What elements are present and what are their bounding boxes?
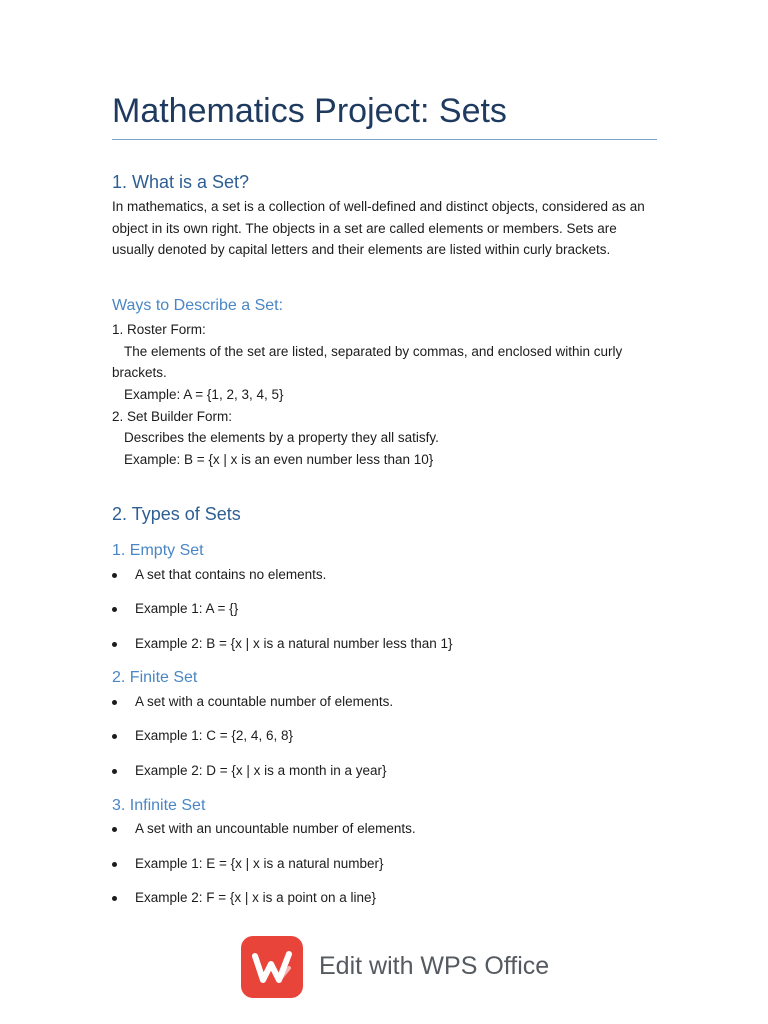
section-paragraph: In mathematics, a set is a collection of well-defined and distinct objects, considered as an object in its own right. The objects in a set are called elements or members. Sets are usually denoted by capital letters and their elements are listed within curly brackets. (112, 199, 645, 258)
bullet-icon (112, 607, 117, 612)
list-item-text: A set with a countable number of elements. (135, 694, 394, 709)
list-item-text: Example 1: A = {} (135, 601, 239, 616)
list-item-text: Example 1: E = {x | x is a natural number} (135, 856, 384, 871)
subheading-ways-to-describe: Ways to Describe a Set: (112, 297, 284, 314)
roster-form-description-cont: brackets. (112, 365, 167, 380)
wps-watermark-banner[interactable] (241, 936, 561, 1000)
wps-logo-icon (241, 936, 303, 998)
list-item-text: Example 2: F = {x | x is a point on a line} (135, 890, 377, 905)
list-item-text: Example 2: B = {x | x is a natural number less than 1} (135, 636, 453, 651)
list-item-text: A set with an uncountable number of elements. (135, 821, 416, 836)
bullet-icon (112, 573, 117, 578)
title-divider (112, 139, 657, 140)
bullet-icon (112, 827, 117, 832)
section-heading-types-of-sets: 2. Types of Sets (112, 504, 241, 524)
type-heading-infinite-set: 3. Infinite Set (112, 797, 206, 814)
set-builder-example: Example: B = {x | x is an even number less than 10} (124, 452, 434, 467)
wps-watermark-text: Edit with WPS Office (319, 952, 550, 980)
roster-form-example: Example: A = {1, 2, 3, 4, 5} (124, 387, 284, 402)
bullet-icon (112, 700, 117, 705)
set-builder-description: Describes the elements by a property they all satisfy. (124, 430, 439, 445)
bullet-icon (112, 734, 117, 739)
bullet-icon (112, 862, 117, 867)
list-item-text: Example 2: D = {x | x is a month in a year} (135, 763, 387, 778)
section-heading-what-is-a-set: 1. What is a Set? (112, 172, 250, 192)
document-title: Mathematics Project: Sets (112, 92, 507, 130)
type-heading-finite-set: 2. Finite Set (112, 669, 198, 686)
set-builder-title: 2. Set Builder Form: (112, 409, 233, 424)
type-heading-empty-set: 1. Empty Set (112, 542, 204, 559)
roster-form-title: 1. Roster Form: (112, 322, 206, 337)
bullet-icon (112, 896, 117, 901)
roster-form-description: The elements of the set are listed, separated by commas, and enclosed within curly (124, 344, 623, 359)
list-item-text: A set that contains no elements. (135, 567, 327, 582)
bullet-icon (112, 642, 117, 647)
list-item-text: Example 1: C = {2, 4, 6, 8} (135, 728, 293, 743)
bullet-icon (112, 769, 117, 774)
